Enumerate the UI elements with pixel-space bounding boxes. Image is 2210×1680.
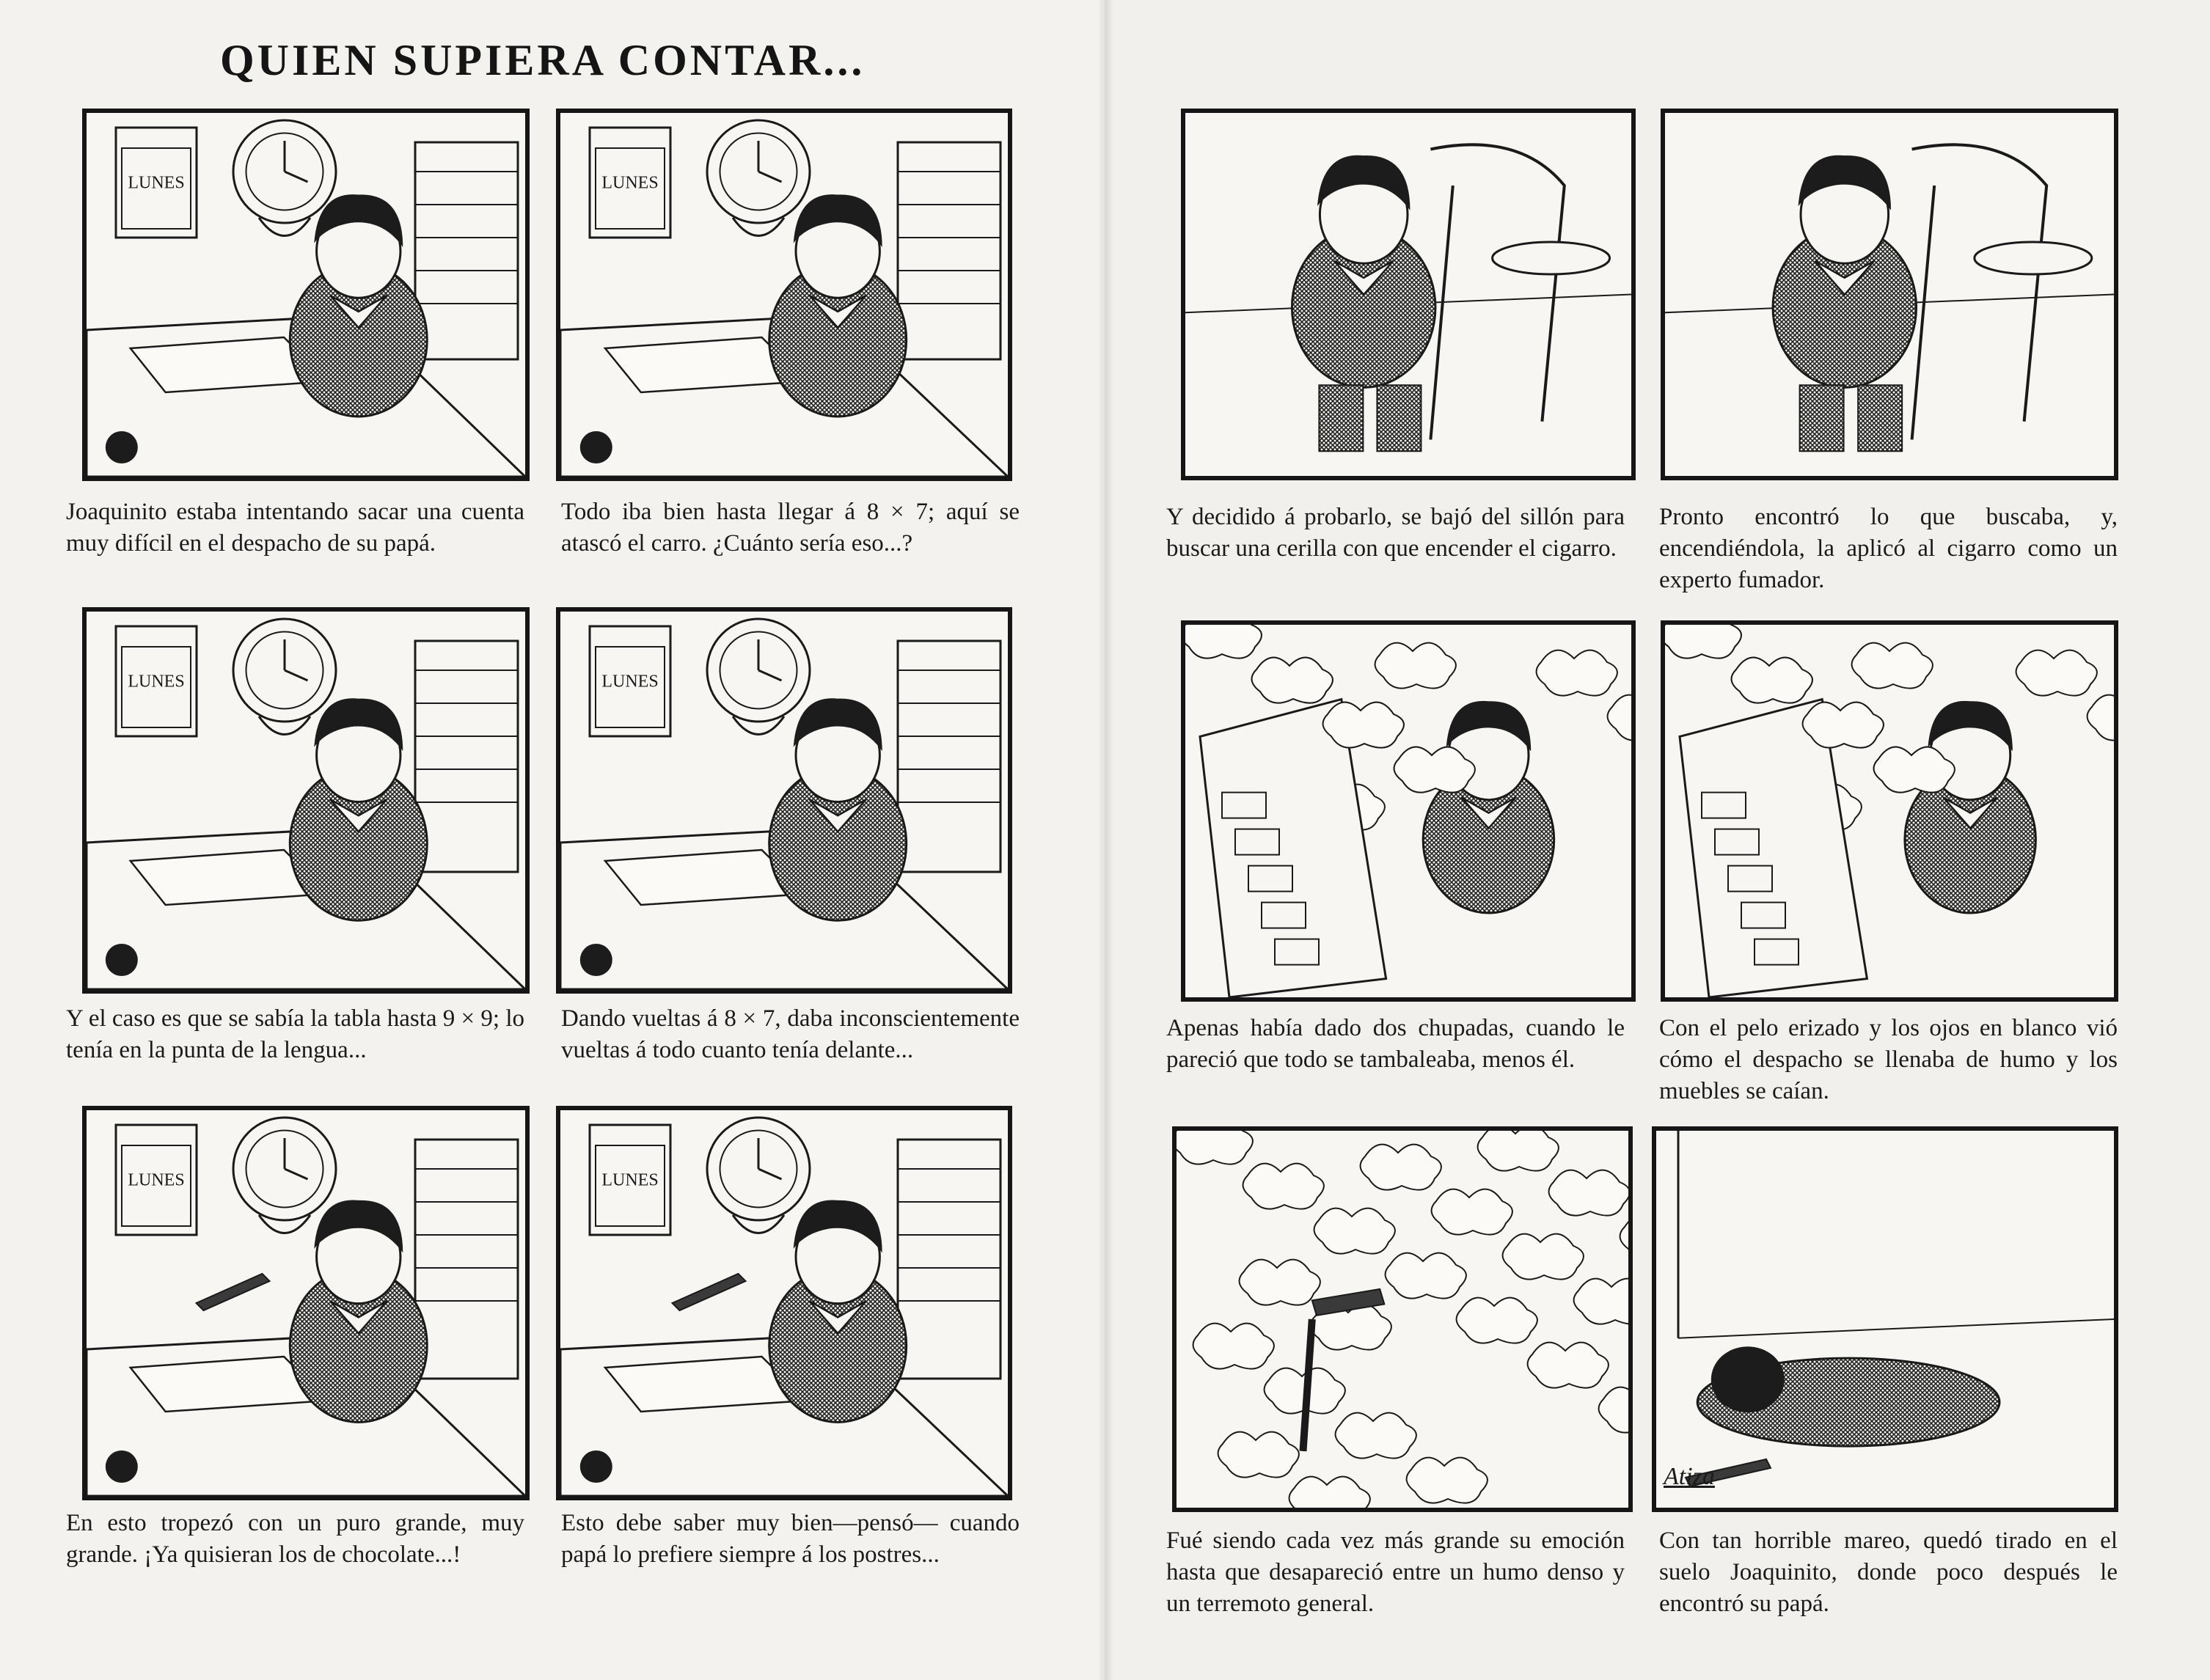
panel-5-illustration bbox=[82, 1106, 530, 1500]
panel-11-caption: Fué siendo cada vez más grande su emoción hasta que desapareció entre un humo denso y un terremoto general. bbox=[1166, 1527, 1625, 1617]
page-gutter bbox=[1097, 0, 1113, 1680]
panel-2-drawing bbox=[560, 113, 1008, 477]
panel-3-drawing bbox=[87, 612, 525, 989]
svg-text:LUNES: LUNES bbox=[601, 173, 659, 193]
panel-7-caption: Y decidido á probarlo, se bajó del sillón para buscar una cerilla con que encender el cigarro. bbox=[1166, 504, 1625, 562]
panel-4-drawing bbox=[560, 612, 1008, 989]
panel-6-drawing bbox=[560, 1110, 1008, 1496]
panel-5-drawing bbox=[87, 1110, 525, 1496]
panel-10-caption: Con el pelo erizado y los ojos en blanco vió cómo el despacho se llenaba de humo y los muebles se caían. bbox=[1659, 1015, 2118, 1104]
panel-2-caption: Todo iba bien hasta llegar á 8 × 7; aquí se atascó el carro. ¿Cuánto sería eso...? bbox=[561, 499, 1020, 557]
panel-12-illustration bbox=[1652, 1126, 2118, 1512]
panel-4-caption: Dando vueltas á 8 × 7, daba inconscientemente vueltas á todo cuanto tenía delante... bbox=[561, 1005, 1020, 1063]
panel-1-illustration bbox=[82, 109, 530, 481]
panel-11-illustration bbox=[1172, 1126, 1633, 1512]
panel-1-drawing bbox=[87, 113, 525, 477]
panel-9-illustration bbox=[1181, 620, 1636, 1002]
panel-7-illustration bbox=[1181, 109, 1636, 480]
comic-title: QUIEN SUPIERA CONTAR... bbox=[220, 36, 866, 84]
svg-text:LUNES: LUNES bbox=[128, 173, 185, 193]
panel-5-caption: En esto tropezó con un puro grande, muy grande. ¡Ya quisieran los de chocolate...! bbox=[66, 1510, 524, 1568]
panel-11-drawing bbox=[1177, 1131, 1628, 1508]
panel-8-drawing bbox=[1665, 113, 2114, 476]
svg-text:LUNES: LUNES bbox=[601, 1170, 659, 1190]
svg-text:LUNES: LUNES bbox=[128, 672, 185, 692]
panel-2-illustration bbox=[556, 109, 1012, 481]
panel-8-illustration bbox=[1661, 109, 2118, 480]
panel-12-drawing bbox=[1656, 1131, 2114, 1508]
panel-10-drawing bbox=[1665, 625, 2114, 997]
panel-9-caption: Apenas había dado dos chupadas, cuando le pareció que todo se tambaleaba, menos él. bbox=[1166, 1015, 1625, 1073]
artist-signature: Atiza bbox=[1664, 1463, 1715, 1490]
svg-text:LUNES: LUNES bbox=[601, 672, 659, 692]
panel-6-illustration bbox=[556, 1106, 1012, 1500]
panel-4-illustration bbox=[556, 607, 1012, 994]
panel-3-caption: Y el caso es que se sabía la tabla hasta 9 × 9; lo tenía en la punta de la lengua... bbox=[66, 1005, 524, 1063]
panel-8-caption: Pronto encontró lo que buscaba, y, encendiéndola, la aplicó al cigarro como un experto fumador. bbox=[1659, 504, 2118, 593]
panel-7-drawing bbox=[1185, 113, 1631, 476]
svg-text:LUNES: LUNES bbox=[128, 1170, 185, 1190]
panel-10-illustration bbox=[1661, 620, 2118, 1002]
panel-6-caption: Esto debe saber muy bien—pensó— cuando papá lo prefiere siempre á los postres... bbox=[561, 1510, 1020, 1568]
panel-3-illustration bbox=[82, 607, 530, 994]
panel-9-drawing bbox=[1185, 625, 1631, 997]
panel-12-caption: Con tan horrible mareo, quedó tirado en el suelo Joaquinito, donde poco después le encontró su papá. bbox=[1659, 1527, 2118, 1617]
panel-1-caption: Joaquinito estaba intentando sacar una cuenta muy difícil en el despacho de su papá. bbox=[66, 499, 524, 557]
